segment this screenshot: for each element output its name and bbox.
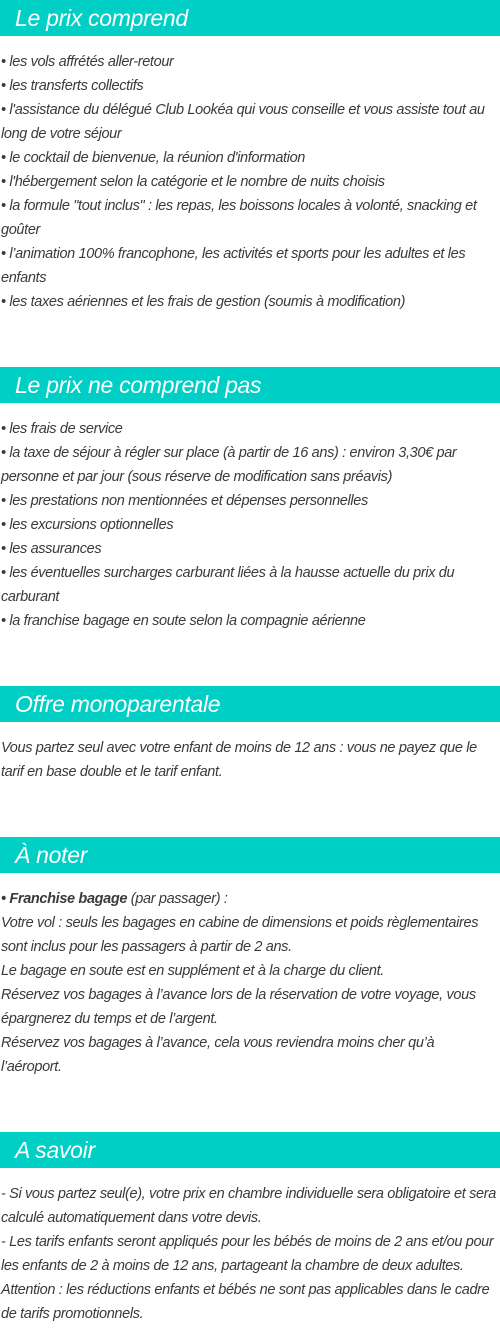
- section-title: A savoir: [0, 1132, 500, 1168]
- list-item: • la franchise bagage en soute selon la compagnie aérienne: [1, 613, 366, 629]
- list-item: • les frais de service: [1, 421, 123, 437]
- list-item: • l'assistance du délégué Club Lookéa qui vous conseille et vous assiste tout au long de votre séjour: [1, 102, 485, 142]
- paragraph: Réservez vos bagages à l’avance lors de la réservation de votre voyage, vous épargnerez du temps et de l’argent.: [1, 987, 476, 1027]
- section-body: [0, 50, 497, 314]
- baggage-lead: [1, 887, 497, 911]
- section-title: Le prix ne comprend pas: [0, 367, 500, 403]
- section-price-excludes: [0, 367, 500, 633]
- list-item: • les vols affrétés aller-retour: [1, 54, 174, 70]
- section-single-parent-offer: [0, 686, 500, 784]
- section-body: [0, 417, 497, 633]
- list-item: • les éventuelles surcharges carburant liées à la hausse actuelle du prix du carburant: [1, 565, 455, 605]
- baggage-lead-rest: (par passager) :: [127, 891, 228, 907]
- paragraph: - Les tarifs enfants seront appliqués pour les bébés de moins de 2 ans et/ou pour les enfants de 2 à moins de 12 ans, partageant la chambre de deux adultes.: [1, 1234, 494, 1274]
- section-good-to-know: [0, 1132, 500, 1326]
- paragraph: Attention : les réductions enfants et bébés ne sont pas applicables dans le cadre de tarifs promotionnels.: [1, 1282, 490, 1322]
- paragraph: Le bagage en soute est en supplément et à la charge du client.: [1, 963, 384, 979]
- section-price-includes: [0, 0, 500, 314]
- list-item: • les prestations non mentionnées et dépenses personnelles: [1, 493, 368, 509]
- list-item: • les excursions optionnelles: [1, 517, 174, 533]
- list-item: • le cocktail de bienvenue, la réunion d'information: [1, 150, 306, 166]
- list-item: • les taxes aériennes et les frais de gestion (soumis à modification): [1, 294, 406, 310]
- section-title: Le prix comprend: [0, 0, 500, 36]
- list-item: • les transferts collectifs: [1, 78, 144, 94]
- paragraph: Votre vol : seuls les bagages en cabine de dimensions et poids règlementaires sont inclus pour les passagers à partir de 2 ans.: [1, 915, 479, 955]
- paragraph: Réservez vos bagages à l’avance, cela vous reviendra moins cher qu’à l’aéroport.: [1, 1035, 435, 1075]
- list-item: • la taxe de séjour à régler sur place (à partir de 16 ans) : environ 3,30€ par personne et par jour (sous réserve de modification sans préavis): [1, 445, 457, 485]
- baggage-lead-bold: • Franchise bagage: [1, 891, 128, 907]
- section-body: [0, 736, 497, 784]
- list-item: • l’animation 100% francophone, les activités et sports pour les adultes et les enfants: [1, 246, 466, 286]
- paragraph: - Si vous partez seul(e), votre prix en chambre individuelle sera obligatoire et sera calculé automatiquement dans votre devis.: [1, 1186, 496, 1226]
- section-title: À noter: [0, 837, 500, 873]
- paragraph: Vous partez seul avec votre enfant de moins de 12 ans : vous ne payez que le tarif en base double et le tarif enfant.: [1, 740, 477, 780]
- section-title: Offre monoparentale: [0, 686, 500, 722]
- section-body: [0, 887, 497, 1079]
- list-item: • les assurances: [1, 541, 102, 557]
- section-body: [0, 1182, 497, 1326]
- list-item: • la formule "tout inclus" : les repas, les boissons locales à volonté, snacking et goûter: [1, 198, 477, 238]
- section-note: [0, 837, 500, 1079]
- list-item: • l'hébergement selon la catégorie et le nombre de nuits choisis: [1, 174, 385, 190]
